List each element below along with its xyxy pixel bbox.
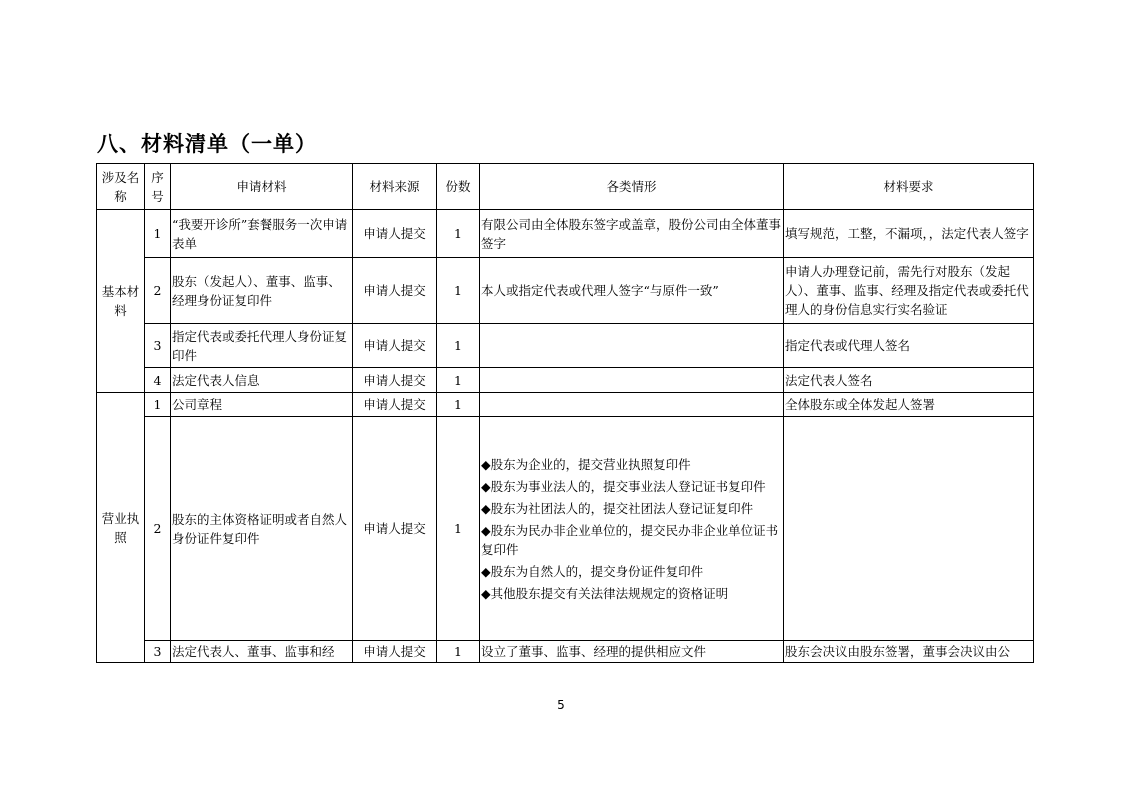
seq-cell: 2: [145, 417, 171, 641]
seq-cell: 1: [145, 210, 171, 258]
cases-cell: 设立了董事、监事、经理的提供相应文件: [480, 641, 784, 663]
source-cell: 申请人提交: [353, 368, 437, 393]
requirements-cell: 填写规范，工整，不漏项，，法定代表人签字: [784, 210, 1034, 258]
material-cell: 法定代表人、董事、监事和经: [171, 641, 353, 663]
header-cases: 各类情形: [480, 164, 784, 210]
copies-cell: 1: [437, 368, 480, 393]
header-scope: 涉及名称: [97, 164, 145, 210]
copies-cell: 1: [437, 393, 480, 417]
table-row: [97, 324, 1034, 368]
source-cell: 申请人提交: [353, 417, 437, 641]
source-cell: 申请人提交: [353, 210, 437, 258]
material-cell: 股东（发起人）、董事、监事、经理身份证复印件: [171, 258, 353, 324]
table-row: [97, 258, 1034, 324]
header-copies: 份数: [437, 164, 480, 210]
source-cell: 申请人提交: [353, 393, 437, 417]
page-number: 5: [557, 698, 565, 712]
group-name: 营业执照: [97, 393, 145, 663]
copies-cell: 1: [437, 641, 480, 663]
header-seq: 序号: [145, 164, 171, 210]
copies-cell: 1: [437, 210, 480, 258]
material-cell: 指定代表或委托代理人身份证复印件: [171, 324, 353, 368]
seq-cell: 2: [145, 258, 171, 324]
group-name: 基本材料: [97, 210, 145, 393]
cases-cell: 有限公司由全体股东签字或盖章，股份公司由全体董事签字: [480, 210, 784, 258]
materials-table: [96, 163, 1034, 663]
seq-cell: 1: [145, 393, 171, 417]
cases-cell: [480, 324, 784, 368]
table-row: [97, 368, 1034, 393]
source-cell: 申请人提交: [353, 324, 437, 368]
seq-cell: 4: [145, 368, 171, 393]
list-item: ◆股东为民办非企业单位的，提交民办非企业单位证书复印件: [481, 522, 779, 557]
material-cell: “我要开诊所”套餐服务一次申请表单: [171, 210, 353, 258]
list-item: ◆股东为企业的，提交营业执照复印件: [481, 456, 691, 472]
cases-cell: [480, 393, 784, 417]
source-cell: 申请人提交: [353, 641, 437, 663]
material-cell: 公司章程: [171, 393, 353, 417]
copies-cell: 1: [437, 258, 480, 324]
requirements-cell: 股东会决议由股东签署，董事会决议由公: [784, 641, 1034, 663]
header-material: 申请材料: [171, 164, 353, 210]
table-row: [97, 210, 1034, 258]
list-item: ◆股东为事业法人的，提交事业法人登记证书复印件: [481, 478, 766, 494]
cases-cell: 本人或指定代表或代理人签字“与原件一致”: [480, 258, 784, 324]
header-source: 材料来源: [353, 164, 437, 210]
table-row: [97, 393, 1034, 417]
table-header-row: [97, 164, 1034, 210]
section-title: 八、材料清单（一单）: [97, 132, 317, 156]
material-cell: 股东的主体资格证明或者自然人身份证件复印件: [171, 417, 353, 641]
list-item: ◆其他股东提交有关法律法规规定的资格证明: [481, 585, 729, 601]
requirements-cell: 全体股东或全体发起人签署: [784, 393, 1034, 417]
requirements-cell: 法定代表人签名: [784, 368, 1034, 393]
cases-cell: [480, 368, 784, 393]
table-row: [97, 417, 1034, 641]
header-requirements: 材料要求: [784, 164, 1034, 210]
list-item: ◆股东为自然人的，提交身份证件复印件: [481, 563, 704, 579]
requirements-cell: 指定代表或代理人签名: [784, 324, 1034, 368]
cases-list-cell: [480, 417, 784, 641]
material-cell: 法定代表人信息: [171, 368, 353, 393]
list-item: ◆股东为社团法人的，提交社团法人登记证复印件: [481, 500, 754, 516]
source-cell: 申请人提交: [353, 258, 437, 324]
table-row: [97, 641, 1034, 663]
seq-cell: 3: [145, 324, 171, 368]
copies-cell: 1: [437, 417, 480, 641]
requirements-cell: 申请人办理登记前，需先行对股东（发起人）、董事、监事、经理及指定代表或委托代理人的身份信息实行实名验证: [784, 258, 1034, 324]
requirements-cell: [784, 417, 1034, 641]
copies-cell: 1: [437, 324, 480, 368]
seq-cell: 3: [145, 641, 171, 663]
